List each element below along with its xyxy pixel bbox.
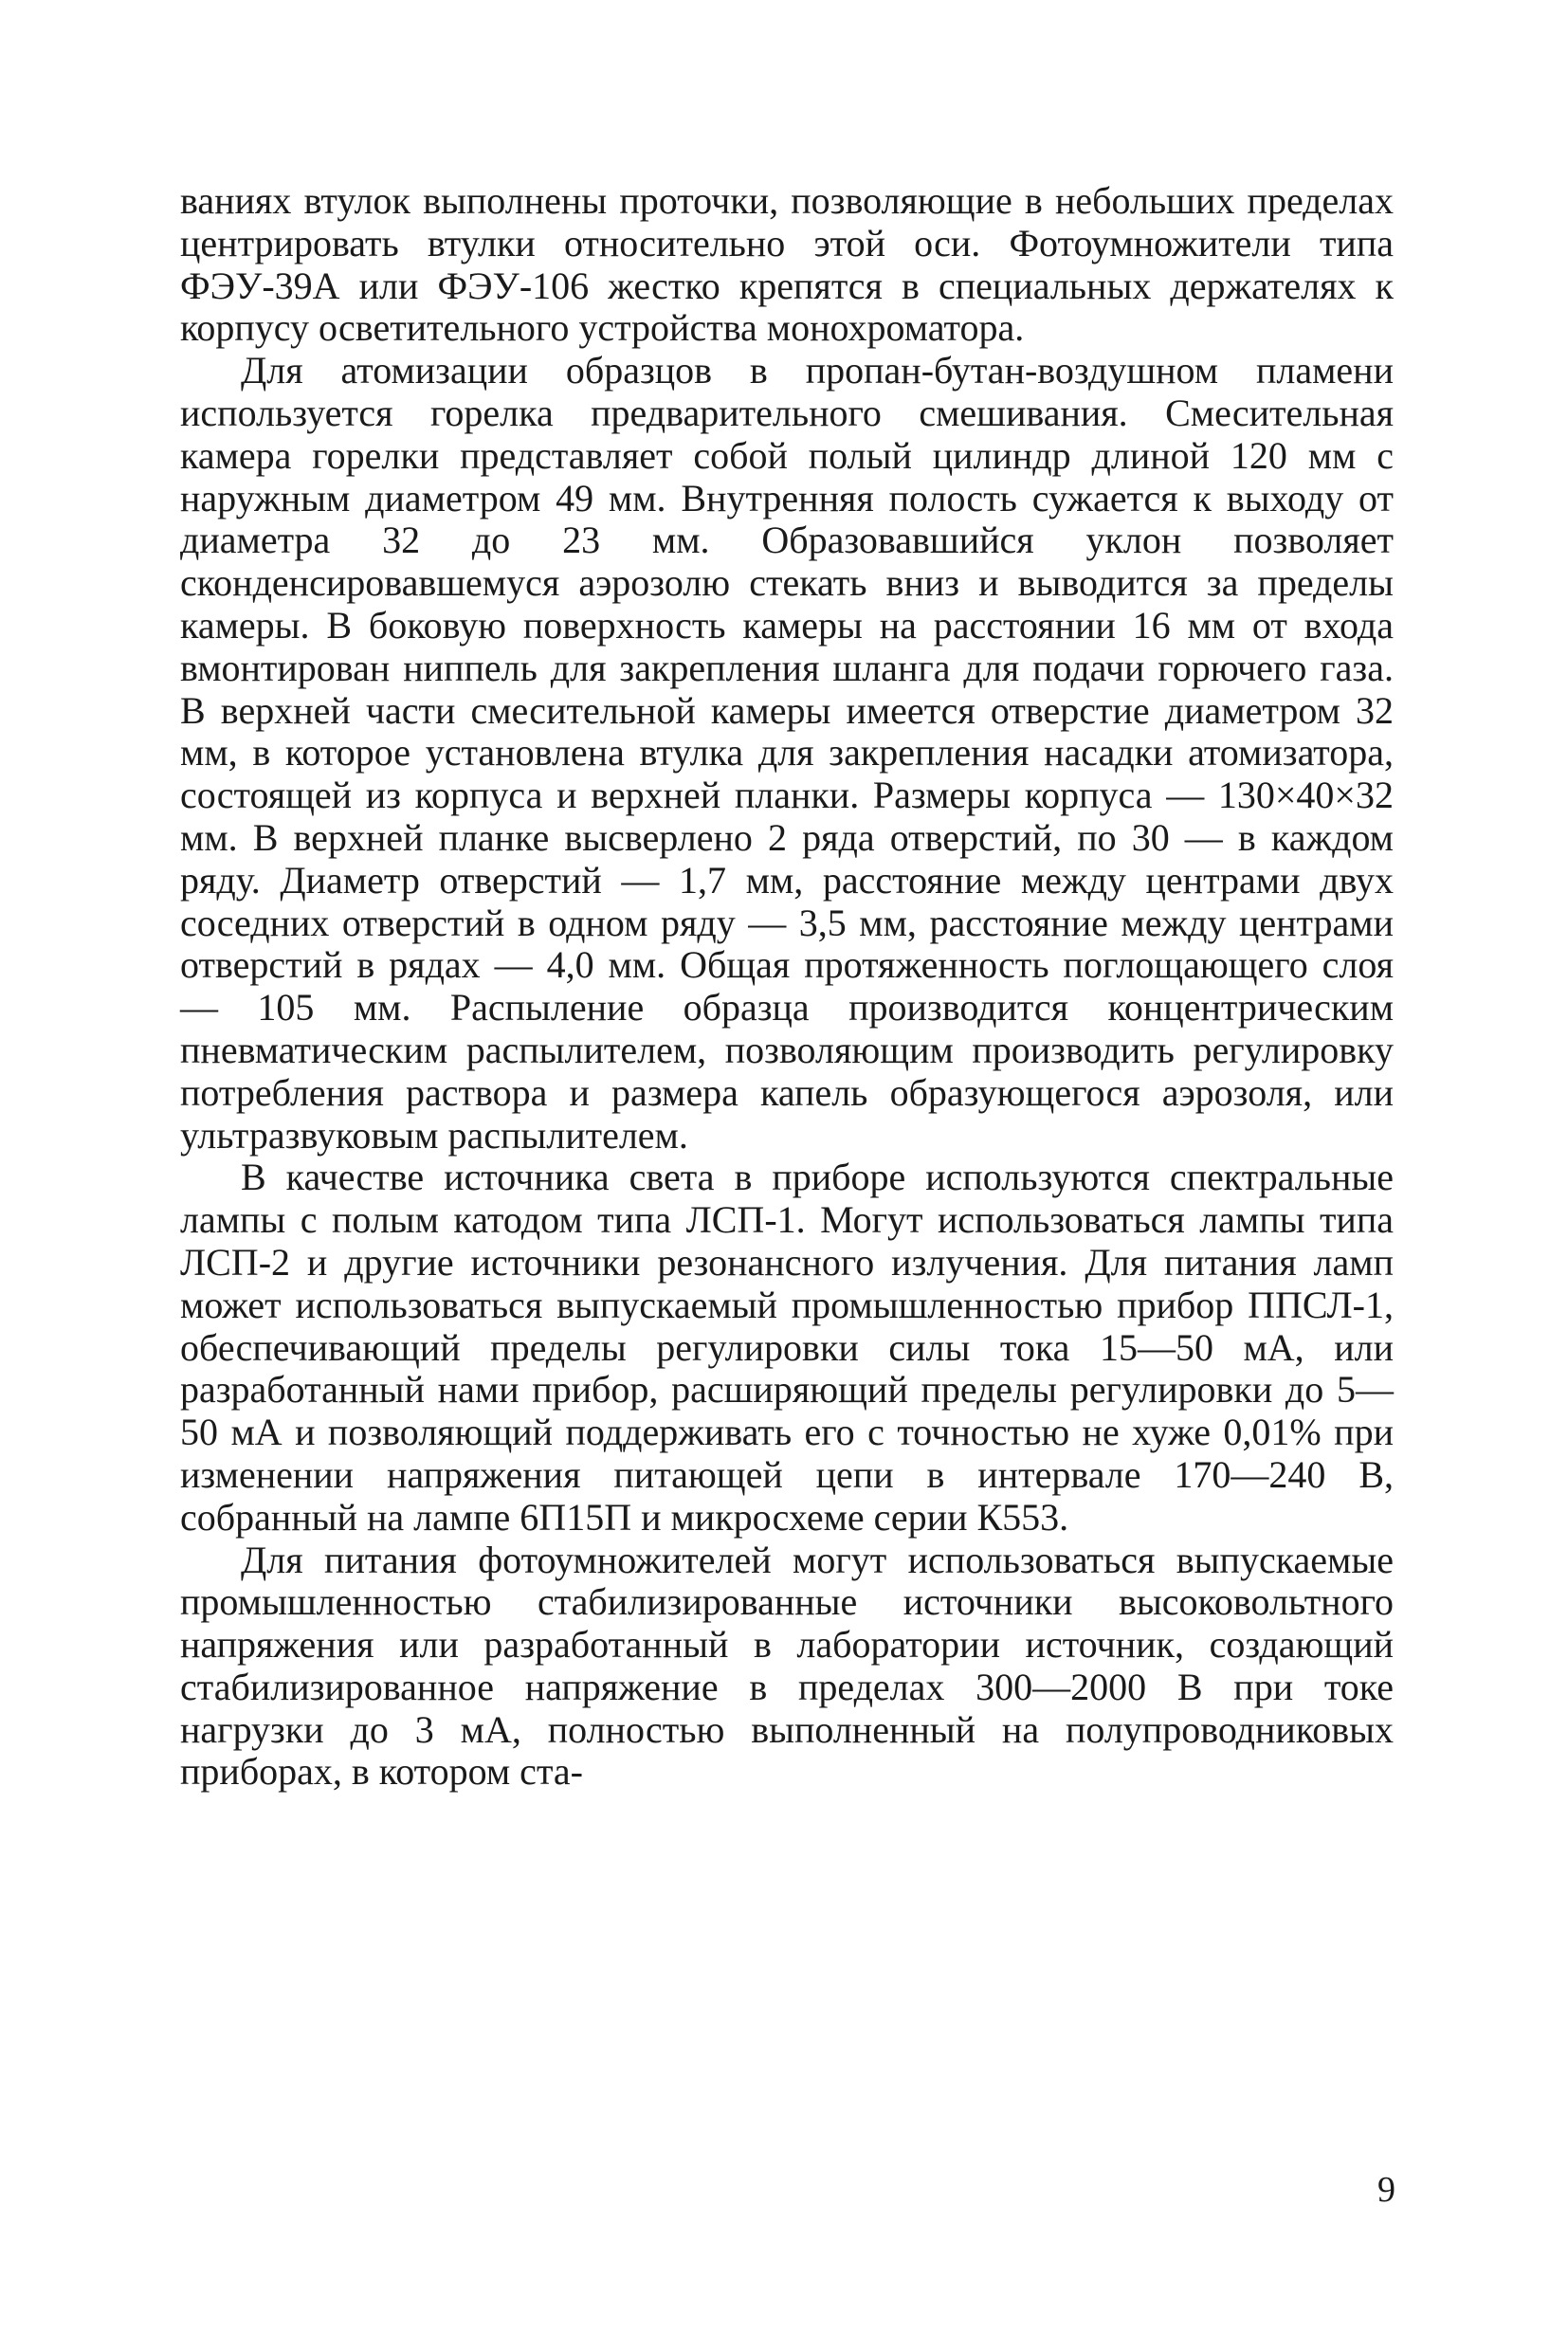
- page-body: [180, 180, 1394, 1794]
- paragraph-continuation: ваниях втулок выполнены проточки, позволяющие в небольших пределах центрировать втулки относительно этой оси. Фотоумножители типа ФЭУ-39А или ФЭУ-106 жестко крепятся в специальных держателях к корпусу осветительного устройства монохроматора.: [180, 179, 1394, 350]
- paragraph-atomization: Для атомизации образцов в пропан-бутан-воздушном пламени используется горелка предварительного смешивания. Смесительная камера горелки представляет собой полый цилиндр длиной 120 мм с наружным диаметром 49 мм. Внутренняя полость сужается к выходу от диаметра 32 до 23 мм. Образовавшийся уклон позволяет сконденсировавшемуся аэрозолю стекать вниз и выводится за пределы камеры. В боковую поверхность камеры на расстоянии 16 мм от входа вмонтирован ниппель для закрепления шланга для подачи горючего газа. В верхней части смесительной камеры имеется отверстие диаметром 32 мм, в которое установлена втулка для закрепления насадки атомизатора, состоящей из корпуса и верхней планки. Размеры корпуса — 130×40×32 мм. В верхней планке высверлено 2 ряда отверстий, по 30 — в каждом ряду. Диаметр отверстий — 1,7 мм, расстояние между центрами двух соседних отверстий в одном ряду — 3,5 мм, расстояние между центрами отверстий в рядах — 4,0 мм. Общая протяженность поглощающего слоя — 105 мм. Распыление образца производится концентрическим пневматическим распылителем, позволяющим производить регулировку потребления раствора и размера капель образующегося аэрозоля, или ультразвуковым распылителем.: [180, 349, 1394, 1157]
- page-number: 9: [1377, 2170, 1395, 2210]
- paragraph-light-source: В качестве источника света в приборе используются спектральные лампы с полым катодом типа ЛСП-1. Могут использоваться лампы типа ЛСП-2 и другие источники резонансного излучения. Для питания ламп может использоваться выпускаемый промышленностью прибор ППСЛ-1, обеспечивающий пределы регулировки силы тока 15—50 мА, или разработанный нами прибор, расширяющий пределы регулировки до 5—50 мА и позволяющий поддерживать его с точностью не хуже 0,01% при изменении напряжения питающей цепи в интервале 170—240 В, собранный на лампе 6П15П и микросхеме серии К553.: [180, 1156, 1394, 1539]
- paragraph-photomultiplier-power: Для питания фотоумножителей могут использоваться выпускаемые промышленностью стабилизированные источники высоковольтного напряжения или разработанный в лаборатории источник, создающий стабилизированное напряжение в пределах 300—2000 В при токе нагрузки до 3 мА, полностью выполненный на полупроводниковых приборах, в котором ста-: [180, 1538, 1394, 1794]
